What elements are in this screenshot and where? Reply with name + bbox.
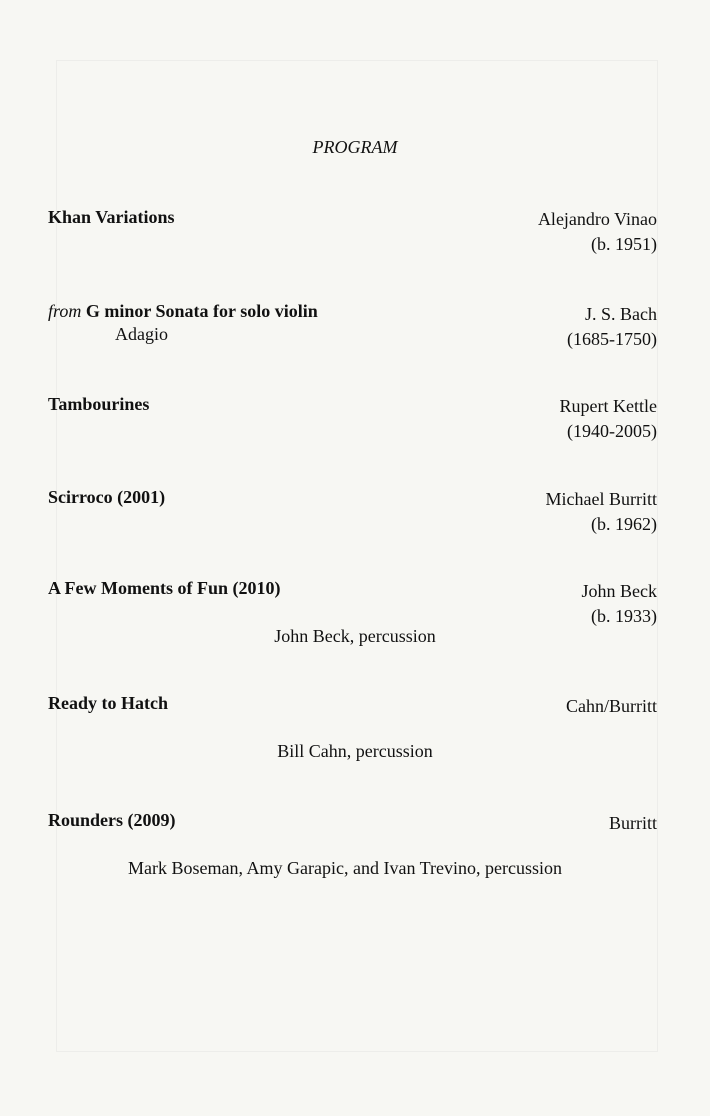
work-title-text: G minor Sonata for solo violin (85, 301, 318, 321)
performers: Bill Cahn, percussion (277, 741, 433, 761)
composer-dates: (b. 1933) (591, 606, 657, 626)
work-title: Ready to Hatch (48, 693, 168, 713)
composer (546, 487, 657, 537)
composer (566, 694, 657, 719)
composer-name: Alejandro Vinao (537, 209, 657, 229)
composer-dates: (b. 1962) (591, 514, 657, 534)
work-title: Scirroco (2001) (48, 487, 166, 507)
composer (582, 579, 658, 629)
program-heading: PROGRAM (312, 137, 398, 157)
performers: John Beck, percussion (274, 626, 436, 646)
composer (567, 302, 657, 352)
work-title: Khan Variations (48, 207, 175, 227)
composer-dates: (1685-1750) (567, 329, 657, 349)
composer-name: Burritt (609, 813, 657, 833)
composer (560, 394, 657, 444)
composer-name: Rupert Kettle (559, 396, 657, 416)
work-title (48, 301, 318, 322)
work-title: Rounders (2009) (48, 810, 176, 830)
work-title: Tambourines (48, 394, 150, 414)
composer-dates: (1940-2005) (567, 421, 657, 441)
movement: Adagio (115, 324, 168, 344)
work-title: A Few Moments of Fun (2010) (48, 578, 281, 598)
work-prefix: from (48, 301, 82, 321)
composer-name: Cahn/Burritt (566, 696, 657, 716)
composer (538, 207, 657, 257)
performers: Mark Boseman, Amy Garapic, and Ivan Trevino, percussion (128, 858, 562, 878)
composer (609, 811, 657, 836)
composer-name: John Beck (581, 581, 657, 601)
composer-name: Michael Burritt (545, 489, 657, 509)
composer-name: J. S. Bach (585, 304, 657, 324)
composer-dates: (b. 1951) (591, 234, 657, 254)
